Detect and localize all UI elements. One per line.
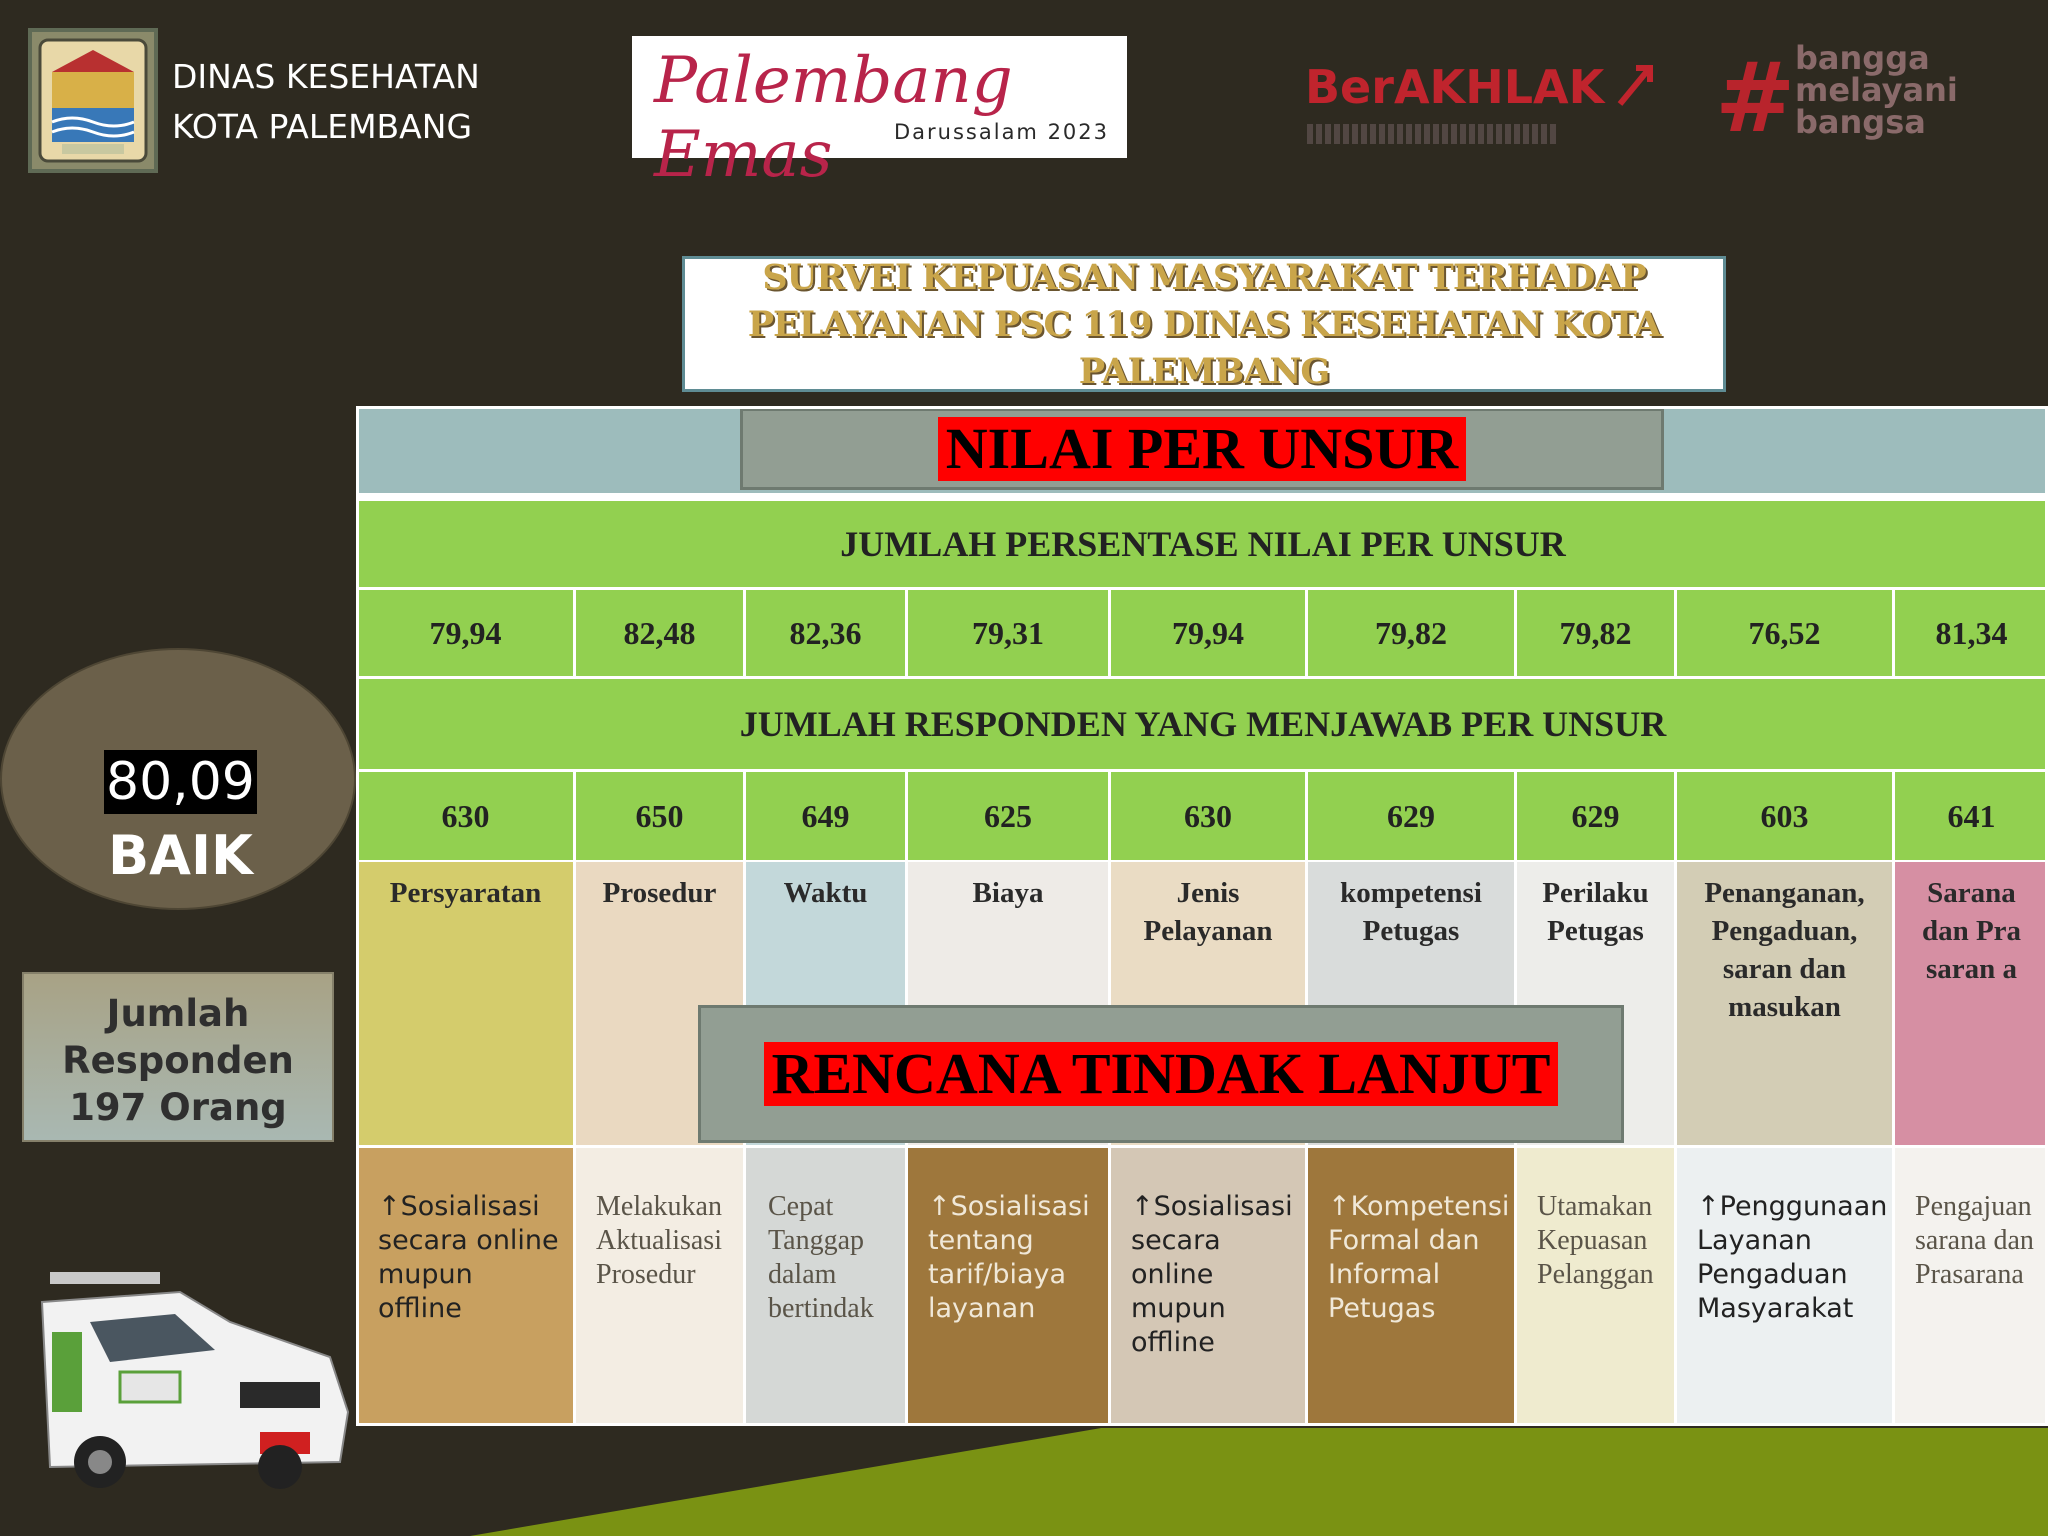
percent-cell: 79,31 [905,590,1108,676]
element-label: Perilaku Petugas [1514,862,1674,1146]
percent-cell: 79,82 [1305,590,1514,676]
respondent-line-3: 197 Orang [69,1086,287,1129]
element-label: Prosedur [573,862,743,1146]
dept-line-1: DINAS KESEHATAN [172,57,480,96]
respondent-cell: 603 [1674,772,1892,860]
percent-heading-row [358,501,2048,587]
respondent-line-1: Jumlah [106,992,250,1035]
brand3-line-2: melayani [1795,71,1958,109]
element-label: Waktu [743,862,905,1146]
berakhlak-logo [1305,60,1660,114]
action-cell: Melakukan Aktualisasi Prosedur [573,1148,743,1424]
section-header-rencana [698,1005,1624,1143]
berakhlak-text: BerAKHLAK [1305,60,1605,114]
percent-values-row [358,590,2048,676]
divider [358,493,2048,501]
brand1-year: Darussalam 2023 [894,120,1110,144]
nilai-per-unsur-label: NILAI PER UNSUR [938,417,1466,481]
bangga-melayani-bangsa-logo [1795,39,1958,141]
respondent-cell: 641 [1892,772,2048,860]
action-cell: ↑Sosialisasi tentang tarif/biaya layanan [905,1148,1108,1424]
action-cell: ↑Sosialisasi secara online mupun offline [1108,1148,1305,1424]
action-cell: ↑Sosialisasi secara online mupun offline [358,1148,573,1424]
percent-cell: 79,82 [1514,590,1674,676]
respondent-cell: 629 [1305,772,1514,860]
percent-cell: 76,52 [1674,590,1892,676]
element-label: Sarana dan Prasaran a [1892,862,2048,1146]
rencana-tindak-lanjut-label: RENCANA TINDAK LANJUT [764,1042,1559,1106]
department-name [172,52,480,152]
percent-heading: JUMLAH PERSENTASE NILAI PER UNSUR [840,524,1566,564]
section-header-nilai [740,408,1664,490]
hashtag-icon: # [1715,42,1796,154]
element-label: Biaya [905,862,1108,1146]
respondent-values-row [358,772,2048,860]
ambulance-image [30,1262,360,1492]
action-cell: Cepat Tanggap dalam bertindak [743,1148,905,1424]
respondent-cell: 629 [1514,772,1674,860]
element-label: Jenis Pelayanan [1108,862,1305,1146]
brand3-line-3: bangsa [1795,103,1926,141]
survey-title-box [682,256,1726,392]
dept-line-2: KOTA PALEMBANG [172,107,473,146]
respondent-line-2: Responden [62,1039,294,1082]
element-label: Persyaratan [358,862,573,1146]
brand1-script: Palembang Emas [654,44,1013,192]
respondent-cell: 625 [905,772,1108,860]
overall-score: 80,09 [106,752,255,812]
percent-cell: 79,94 [1108,590,1305,676]
percent-cell: 79,94 [429,614,502,651]
palembang-emas-logo [632,36,1127,192]
respondent-heading: JUMLAH RESPONDEN YANG MENJAWAB PER UNSUR [739,704,1667,744]
respondent-heading-row [358,679,2048,769]
element-label: Penanganan, Pengaduan, saran dan masukan [1674,862,1892,1146]
respondent-cell: 630 [441,797,490,834]
action-cell: Pengajuan sarana dan Prasarana [1892,1148,2048,1424]
survey-title: SURVEI KEPUASAN MASYARAKAT TERHADAP PELAYANAN PSC 119 DINAS KESEHATAN KOTA PALEMBANG [747,256,1661,392]
respondent-cell: 650 [573,772,743,860]
percent-cell: 82,36 [743,590,905,676]
city-emblem-logo [28,28,158,173]
respondent-count-box [22,972,334,1142]
action-cell: ↑Kompetensi Formal dan Informal Petugas [1305,1148,1514,1424]
percent-cell: 81,34 [1892,590,2048,676]
brand3-line-1: bangga [1795,39,1930,77]
action-cell: ↑Penggunaan Layanan Pengaduan Masyarakat [1674,1148,1892,1424]
action-cell: Utamakan Kepuasan Pelanggan [1514,1148,1674,1424]
overall-grade: BAIK [108,824,253,887]
respondent-cell: 649 [743,772,905,860]
percent-cell: 82,48 [573,590,743,676]
arrow-icon [1614,60,1660,110]
element-label: kompetensi Petugas [1305,862,1514,1146]
berakhlak-tagline-decoration [1307,124,1557,144]
decorative-green-floor [470,1428,2048,1536]
respondent-cell: 630 [1108,772,1305,860]
